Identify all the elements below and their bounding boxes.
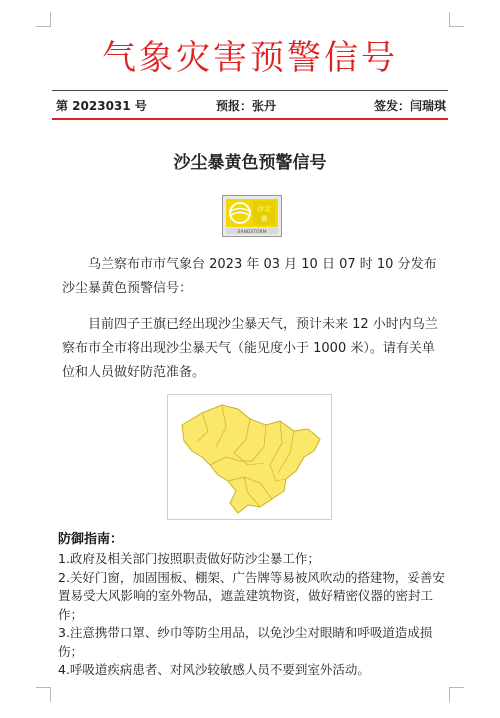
issuance-paragraph: 乌兰察布市市气象台 2023 年 03 月 10 日 07 时 10 分发布沙尘暴黄色预警信号： [62, 257, 437, 296]
page-corner-mark [36, 12, 51, 27]
svg-text:黄: 黄 [260, 215, 268, 223]
list-item: 4.呼吸道疾病患者、对风沙较敏感人员不要到室外活动。 [58, 662, 370, 677]
header-red-rule [52, 118, 448, 120]
sandstorm-signal-icon [222, 195, 282, 237]
svg-text:沙尘: 沙尘 [257, 205, 271, 213]
header-divider [52, 90, 448, 91]
header-info-row [52, 92, 448, 118]
warning-area-map [167, 394, 332, 520]
defense-guide-list [58, 550, 448, 680]
list-item: 3.注意携带口罩、纱巾等防尘用品，以免沙尘对眼睛和呼吸道造成损伤； [58, 625, 433, 659]
defense-guide-title: 防御指南： [58, 532, 124, 547]
document-number: 第 2023031 号 [56, 99, 147, 113]
page-corner-mark [449, 687, 464, 702]
list-item: 1.政府及相关部门按照职责做好防沙尘暴工作； [58, 551, 320, 566]
forecast-paragraph: 目前四子王旗已经出现沙尘暴天气，预计未来 12 小时内乌兰察布市全市将出现沙尘暴天气（能见度小于 1000 米）。请有关单位和人员做好防范准备。 [62, 317, 438, 380]
document-title: 气象灾害预警信号 [102, 38, 398, 78]
signal-title: 沙尘暴黄色预警信号 [173, 153, 327, 173]
page-corner-mark [449, 12, 464, 27]
svg-text:SANDSTORM: SANDSTORM [237, 230, 267, 235]
reporter: 预报：张丹 [216, 99, 277, 113]
list-item: 2.关好门窗，加固围板、棚架、广告牌等易被风吹动的搭建物，妥善安置易受大风影响的室外物品，遮盖建筑物资，做好精密仪器的密封工作； [58, 569, 445, 622]
signer: 签发：闫瑞琪 [373, 99, 446, 113]
page-corner-mark [36, 687, 51, 702]
